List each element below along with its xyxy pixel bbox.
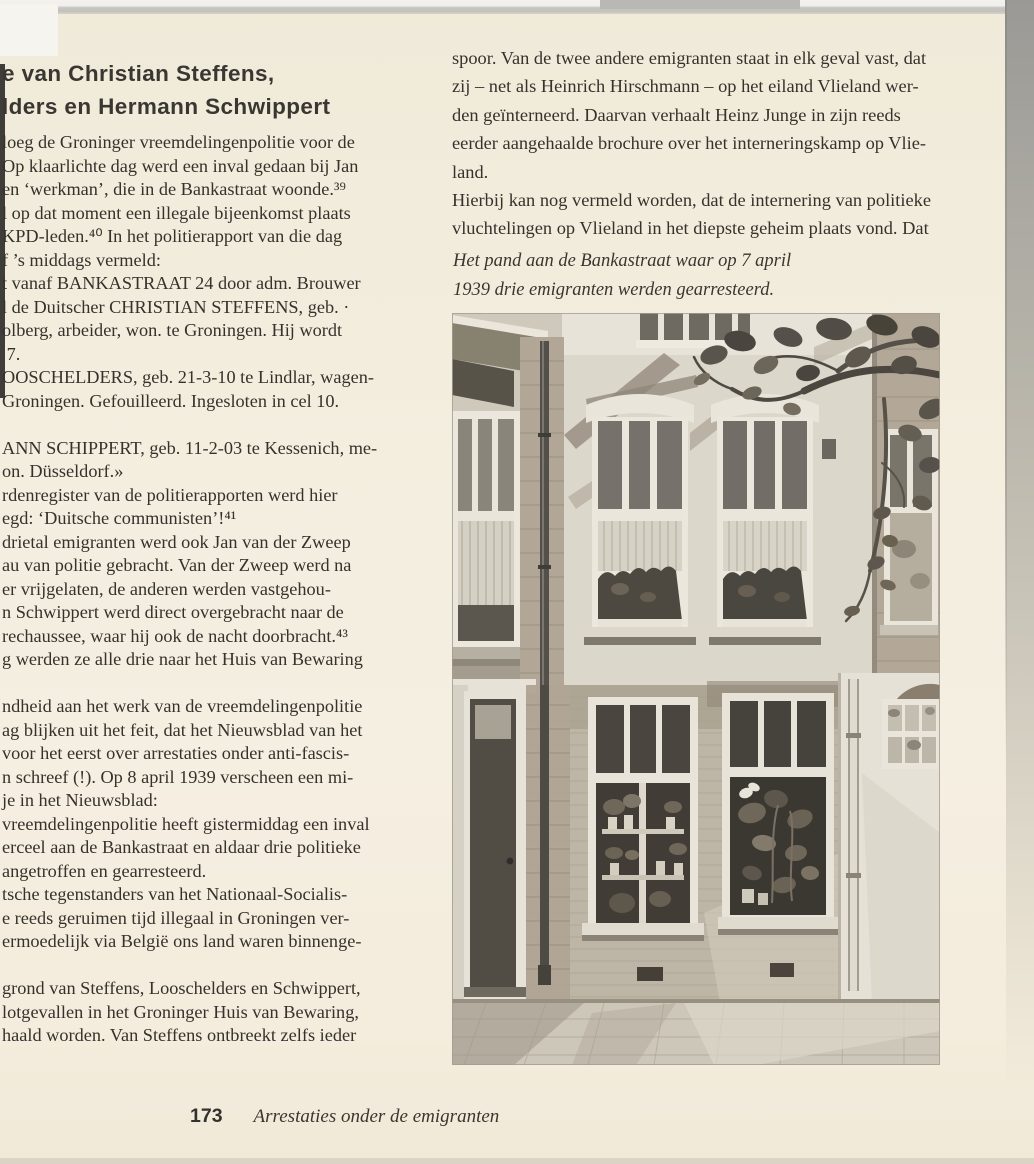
pavement — [452, 1003, 940, 1065]
wall-vent-left — [637, 967, 663, 981]
text-line: Hierbij kan nog vermeld worden, dat de internering van politieke — [452, 190, 932, 211]
text-line: on. Düsseldorf.» — [2, 461, 124, 481]
text-line: den geïnterneerd. Daarvan verhaalt Heinz Junge in zijn reeds — [452, 104, 901, 125]
text-line: n Schwippert werd direct overgebracht naar de — [2, 602, 344, 622]
text-line: olberg, arbeider, won. te Groningen. Hij wordt — [2, 320, 343, 340]
text-line: lders en Hermann Schwippert — [2, 94, 331, 119]
text-line: land. — [452, 161, 489, 182]
text-line: Op klaarlichte dag werd een inval gedaan bij Jan — [2, 155, 359, 176]
text-line: f ’s middags vermeld: — [2, 249, 161, 270]
text-line: rechaussee, waar hij ook de nacht doorbracht.⁴³ — [2, 625, 348, 646]
text-line: t vanaf BANKASTRAAT 24 door adm. Brouwer — [2, 273, 361, 293]
text-line: ndheid aan het werk van de vreemdelingenpolitie — [2, 696, 363, 716]
text-line: au van politie gebracht. Van der Zweep werd na — [2, 555, 352, 575]
text-line — [2, 672, 438, 696]
scanner-corner-highlight — [0, 4, 58, 56]
text-line: vluchtelingen op Vlieland in het diepste geheim plaats vond. Dat — [452, 218, 929, 239]
text-line: eerder aangehaalde brochure over het interneringskamp op Vlie- — [452, 133, 927, 154]
chapter-heading — [2, 57, 330, 123]
front-door — [452, 679, 536, 1009]
page-footer — [190, 1105, 499, 1128]
text-line: erceel aan de Bankastraat en aldaar drie politieke — [2, 837, 361, 857]
wall-box — [822, 439, 836, 459]
text-line: l op dat moment een illegale bijeenkomst plaats — [2, 202, 351, 223]
text-line: e reeds geruimen tijd illegaal in Groningen ver- — [2, 907, 350, 928]
text-line — [2, 954, 438, 978]
text-line: grond van Steffens, Looschelders en Schwippert, — [2, 978, 361, 998]
upper-window-left — [584, 394, 696, 645]
text-line: l de Duitscher CHRISTIAN STEFFENS, geb. · — [2, 296, 350, 317]
right-text-column — [452, 44, 1012, 243]
photo-caption — [453, 247, 973, 304]
text-line: egd: ‘Duitsche communisten’!⁴¹ — [2, 508, 237, 528]
scanner-edge-top — [0, 0, 1034, 14]
text-line: angetroffen en gearresteerd. — [2, 860, 207, 881]
text-line: vreemdelingenpolitie heeft gistermiddag een inval — [2, 813, 370, 834]
text-line: rdenregister van de politierapporten werd hier — [2, 484, 338, 505]
text-line: loeg de Groninger vreemdelingenpolitie voor de — [2, 132, 355, 152]
text-line: 7. — [2, 343, 21, 364]
text-line: g werden ze alle drie naar het Huis van Bewaring — [2, 649, 363, 669]
text-line: KPD-leden.⁴⁰ In het politierapport van die dag — [2, 226, 343, 246]
brick-pier-and-drainpipe — [520, 337, 564, 685]
ground-window-right — [718, 693, 838, 935]
brick-pier-lower — [526, 685, 570, 1015]
right-house-lower — [838, 673, 940, 1003]
text-line: OOSCHELDERS, geb. 21-3-10 te Lindlar, wagen- — [2, 367, 374, 387]
text-line: ANN SCHIPPERT, geb. 11-2-03 te Kessenich, me- — [2, 437, 378, 458]
footer-running-title: Arrestaties onder de emigranten — [253, 1106, 500, 1127]
bankastraat-photo — [452, 313, 940, 1065]
text-line: lotgevallen in het Groninger Huis van Bewaring, — [2, 1001, 359, 1022]
scanner-edge-top-notch — [600, 0, 800, 9]
text-line: ag blijken uit het feit, dat het Nieuwsblad van het — [2, 719, 363, 740]
text-line: Groningen. Gefouilleerd. Ingesloten in cel 10. — [2, 390, 340, 411]
upper-window-right — [709, 394, 821, 645]
text-line: zij – net als Heinrich Hirschmann – op het eiland Vlieland wer- — [452, 76, 919, 97]
text-line: er vrijgelaten, de anderen werden vastgehou- — [2, 578, 331, 599]
scanner-edge-bottom — [0, 1158, 1034, 1164]
text-line — [2, 413, 438, 437]
text-line: tsche tegenstanders van het Nationaal-Socialis- — [2, 884, 348, 904]
text-line: 1939 drie emigranten werden gearresteerd. — [453, 279, 775, 300]
footer-page-number: 173 — [190, 1105, 223, 1127]
text-line: spoor. Van de twee andere emigranten staat in elk geval vast, dat — [452, 48, 927, 68]
text-line: en ‘werkman’, die in de Bankastraat woonde.³⁹ — [2, 179, 346, 199]
text-line: voor het eerst over arrestaties onder anti-fascis- — [2, 743, 350, 763]
ground-window-left — [582, 697, 704, 941]
text-line: drietal emigranten werd ook Jan van der Zweep — [2, 531, 351, 552]
text-line: Het pand aan de Bankastraat waar op 7 april — [453, 251, 792, 271]
text-line: e van Christian Steffens, — [2, 61, 275, 86]
text-line: n schreef (!). Op 8 april 1939 verscheen een mi- — [2, 766, 354, 787]
text-line: je in het Nieuwsblad: — [2, 790, 158, 810]
left-text-column — [2, 131, 438, 1048]
text-line: haald worden. Van Steffens ontbreekt zelfs ieder — [2, 1025, 357, 1045]
wall-vent-right — [770, 963, 794, 977]
text-line: ermoedelijk via België ons land waren binnenge- — [2, 931, 362, 951]
